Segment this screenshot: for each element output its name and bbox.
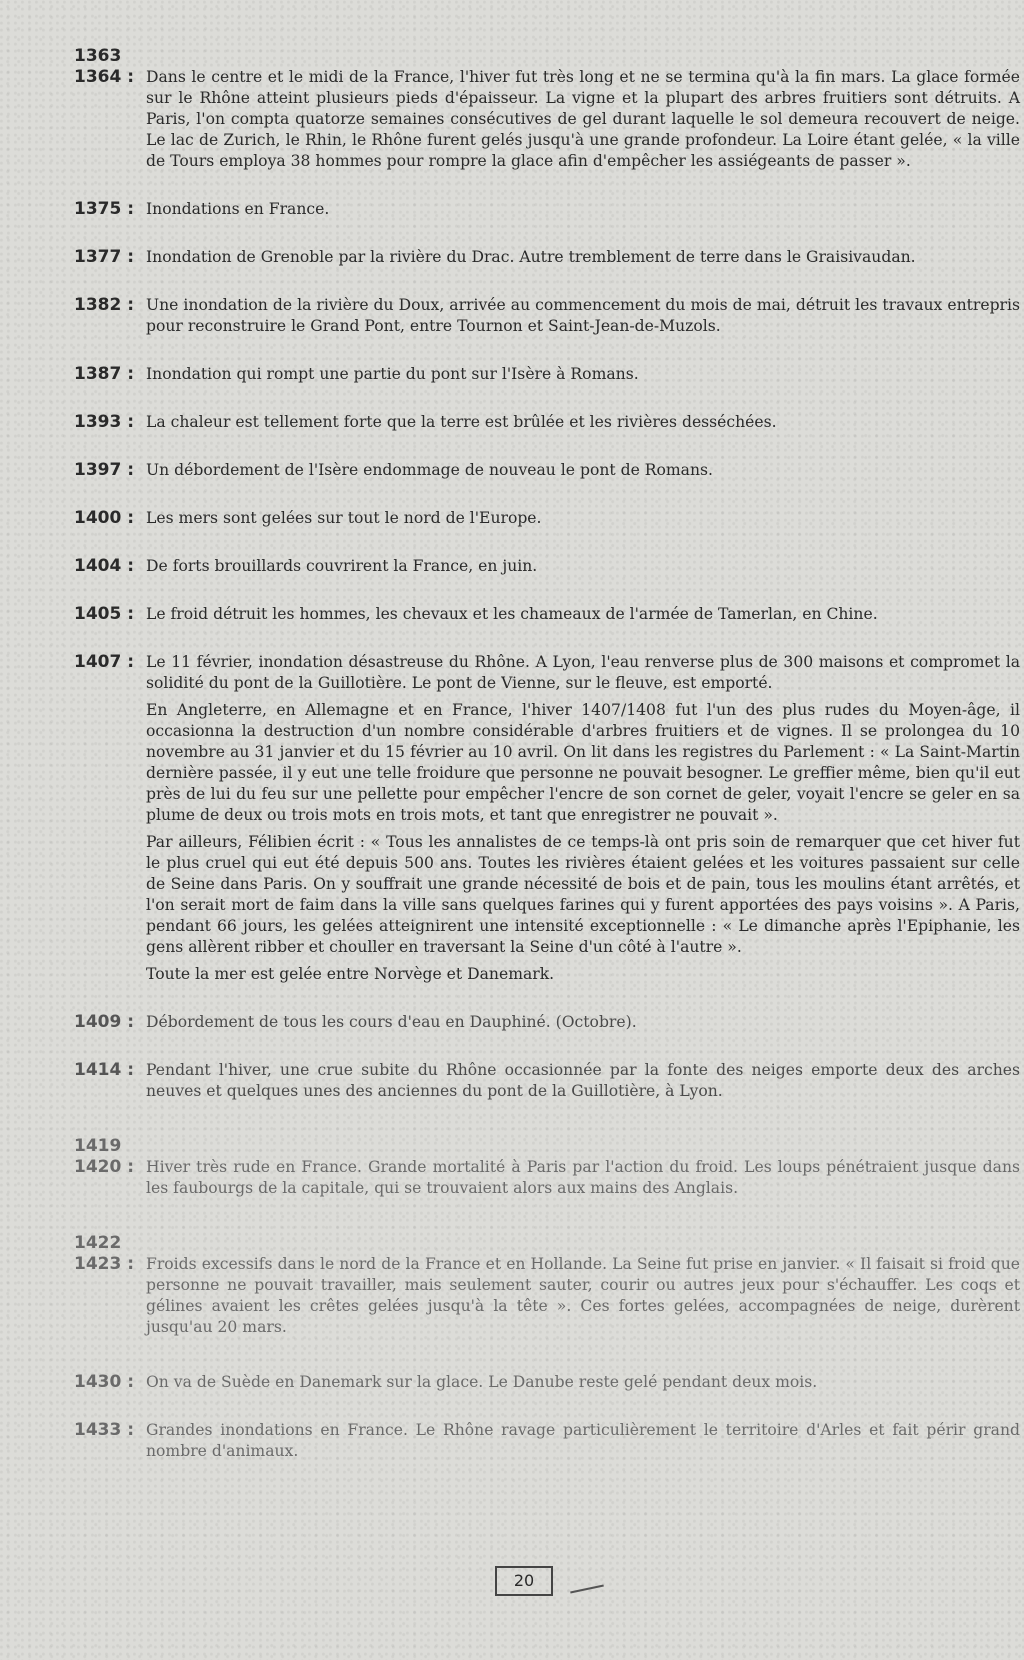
entry-years: [74, 556, 146, 583]
entry-year: 1404 :: [74, 556, 146, 577]
entry-year: 1397 :: [74, 460, 146, 481]
entry-body: [146, 295, 1020, 343]
entry-year: 1414 :: [74, 1060, 146, 1081]
entry-years: [74, 46, 146, 178]
entry-years: [74, 247, 146, 274]
chronology-entry: [74, 295, 1020, 343]
entry-years: [74, 199, 146, 226]
entry-body: [146, 652, 1020, 991]
entry-years: [74, 508, 146, 535]
entry-paragraph: Froids excessifs dans le nord de la France et en Hollande. La Seine fut prise en janvier. « Il faisait si froid que personne ne pouvait travailler, mais seulement sauter, courir ou autres jeux pour s'échauffer. Les coqs et gélines avaient les crêtes gelées jusqu'à la tête ». Ces fortes gelées, accompagnées de neige, durèrent jusqu'au 20 mars.: [146, 1255, 1020, 1336]
entry-paragraph: En Angleterre, en Allemagne et en France, l'hiver 1407/1408 fut l'un des plus rudes du Moyen-âge, il occasionna la destruction d'un nombre considérable d'arbres fruitiers et de vignes. Il se prolongea du 10 novembre au 31 janvier et du 15 février au 10 avril. On lit dans les registres du Parlement : « La Saint-Martin dernière passée, il y eut une telle froidure que personne ne pouvait besogner. Le greffier même, bien qu'il eut près de lui du feu sur une pellette pour empêcher l'encre de son cornet de geler, voyait l'encre se geler en sa plume de deux ou trois mots en trois mots, et tant que enregistrer ne pouvait ».: [146, 701, 1020, 824]
entry-years: [74, 1233, 146, 1344]
entry-year: 1419: [74, 1136, 122, 1156]
chronology-entry: [74, 199, 1020, 226]
chronology-entry: [74, 604, 1020, 631]
entry-years: [74, 295, 146, 343]
entry-body: [146, 460, 1020, 487]
entry-body: [146, 412, 1020, 439]
entry-years: [74, 1372, 146, 1399]
entry-body: [146, 199, 1020, 226]
chronology-entry: [74, 1372, 1020, 1399]
entry-paragraph: Inondation de Grenoble par la rivière du Drac. Autre tremblement de terre dans le Graisivaudan.: [146, 248, 916, 266]
entry-year: 1363: [74, 46, 122, 66]
entry-year: 1364 :: [74, 67, 146, 88]
chronology-entry: [74, 1233, 1020, 1344]
chronology-entry: [74, 1136, 1020, 1205]
entry-body: [146, 508, 1020, 535]
entry-years: [74, 1060, 146, 1108]
entry-years: [74, 460, 146, 487]
entry-paragraph: La chaleur est tellement forte que la terre est brûlée et les rivières desséchées.: [146, 413, 777, 431]
entry-years: [74, 1012, 146, 1039]
entry-paragraph: Dans le centre et le midi de la France, l'hiver fut très long et ne se termina qu'à la fin mars. La glace formée sur le Rhône atteint plusieurs pieds d'épaisseur. La vigne et la plupart des arbres fruitiers sont détruits. A Paris, l'on compta quatorze semaines consécutives de gel durant laquelle le sol demeura recouvert de neige. Le lac de Zurich, le Rhin, le Rhône furent gelés jusqu'à une grande profondeur. La Loire étant gelée, « la ville de Tours employa 38 hommes pour rompre la glace afin d'empêcher les assiégeants de passer ».: [146, 68, 1020, 170]
chronology-entry: [74, 412, 1020, 439]
entry-year: 1409 :: [74, 1012, 146, 1033]
entry-year: 1433 :: [74, 1420, 146, 1441]
entry-years: [74, 604, 146, 631]
entry-year: 1423 :: [74, 1254, 146, 1275]
entry-body: [146, 604, 1020, 631]
chronology-entry: [74, 247, 1020, 274]
chronology-entry: [74, 46, 1020, 178]
entry-paragraph: De forts brouillards couvrirent la France, en juin.: [146, 557, 538, 575]
chronology-entry: [74, 1420, 1020, 1468]
entry-body: [146, 1060, 1020, 1108]
entry-year: 1393 :: [74, 412, 146, 433]
entry-paragraph: Par ailleurs, Félibien écrit : « Tous les annalistes de ce temps-là ont pris soin de remarquer que cet hiver fut le plus cruel qui eut été depuis 500 ans. Toutes les rivières étaient gelées et les voitures passaient sur celle de Seine dans Paris. On y souffrait une grande nécessité de bois et de pain, tous les moulins étant arrêtés, et l'on serait mort de faim dans la ville sans quelques farines qui y furent apportées des pays voisins ». A Paris, pendant 66 jours, les gelées atteignirent une intensité exceptionnelle : « Le dimanche après l'Epiphanie, les gens allèrent ribber et chouller en traversant la Seine d'un côté à l'autre ».: [146, 833, 1020, 956]
entry-year: 1387 :: [74, 364, 146, 385]
entry-year: 1422: [74, 1233, 122, 1253]
entry-year: 1382 :: [74, 295, 146, 316]
entry-year: 1375 :: [74, 199, 146, 220]
entry-years: [74, 412, 146, 439]
entry-years: [74, 364, 146, 391]
entry-year: 1377 :: [74, 247, 146, 268]
pen-mark: [570, 1584, 604, 1593]
entry-paragraph: On va de Suède en Danemark sur la glace. Le Danube reste gelé pendant deux mois.: [146, 1373, 818, 1391]
entry-paragraph: Un débordement de l'Isère endommage de nouveau le pont de Romans.: [146, 461, 713, 479]
entry-paragraph: Débordement de tous les cours d'eau en Dauphiné. (Octobre).: [146, 1013, 637, 1031]
chronology-entry: [74, 364, 1020, 391]
entry-paragraph: Hiver très rude en France. Grande mortalité à Paris par l'action du froid. Les loups pénétraient jusque dans les faubourgs de la capitale, qui se trouvaient alors aux mains des Anglais.: [146, 1158, 1020, 1197]
entry-body: [146, 1136, 1020, 1205]
entry-paragraph: Le froid détruit les hommes, les chevaux et les chameaux de l'armée de Tamerlan, en Chine.: [146, 605, 878, 623]
chronology-entry: [74, 556, 1020, 583]
chronology-entry: [74, 460, 1020, 487]
chronology-entry: [74, 508, 1020, 535]
entry-year: 1430 :: [74, 1372, 146, 1393]
entry-body: [146, 46, 1020, 178]
entry-year: 1400 :: [74, 508, 146, 529]
entry-paragraph: Grandes inondations en France. Le Rhône ravage particulièrement le territoire d'Arles et fait périr grand nombre d'animaux.: [146, 1421, 1020, 1460]
entry-body: [146, 1420, 1020, 1468]
chronology-list: [74, 46, 1020, 1489]
entry-years: [74, 652, 146, 991]
entry-paragraph: Les mers sont gelées sur tout le nord de l'Europe.: [146, 509, 542, 527]
chronology-entry: [74, 1012, 1020, 1039]
entry-year: 1420 :: [74, 1157, 146, 1178]
entry-paragraph: Une inondation de la rivière du Doux, arrivée au commencement du mois de mai, détruit les travaux entrepris pour reconstruire le Grand Pont, entre Tournon et Saint-Jean-de-Muzols.: [146, 296, 1020, 335]
entry-years: [74, 1420, 146, 1468]
entry-year: 1405 :: [74, 604, 146, 625]
entry-body: [146, 247, 1020, 274]
entry-body: [146, 1012, 1020, 1039]
page-number: 20: [495, 1566, 553, 1596]
entry-paragraph: Pendant l'hiver, une crue subite du Rhône occasionnée par la fonte des neiges emporte deux des arches neuves et quelques unes des anciennes du pont de la Guillotière, à Lyon.: [146, 1061, 1020, 1100]
entry-body: [146, 1233, 1020, 1344]
entry-body: [146, 364, 1020, 391]
entry-body: [146, 1372, 1020, 1399]
entry-body: [146, 556, 1020, 583]
entry-years: [74, 1136, 146, 1205]
entry-paragraph: Inondations en France.: [146, 200, 330, 218]
entry-paragraph: Le 11 février, inondation désastreuse du Rhône. A Lyon, l'eau renverse plus de 300 maisons et compromet la solidité du pont de la Guillotière. Le pont de Vienne, sur le fleuve, est emporté.: [146, 653, 1020, 692]
chronology-entry: [74, 652, 1020, 991]
entry-paragraph: Inondation qui rompt une partie du pont sur l'Isère à Romans.: [146, 365, 639, 383]
entry-paragraph: Toute la mer est gelée entre Norvège et Danemark.: [146, 965, 555, 983]
chronology-entry: [74, 1060, 1020, 1108]
entry-year: 1407 :: [74, 652, 146, 673]
